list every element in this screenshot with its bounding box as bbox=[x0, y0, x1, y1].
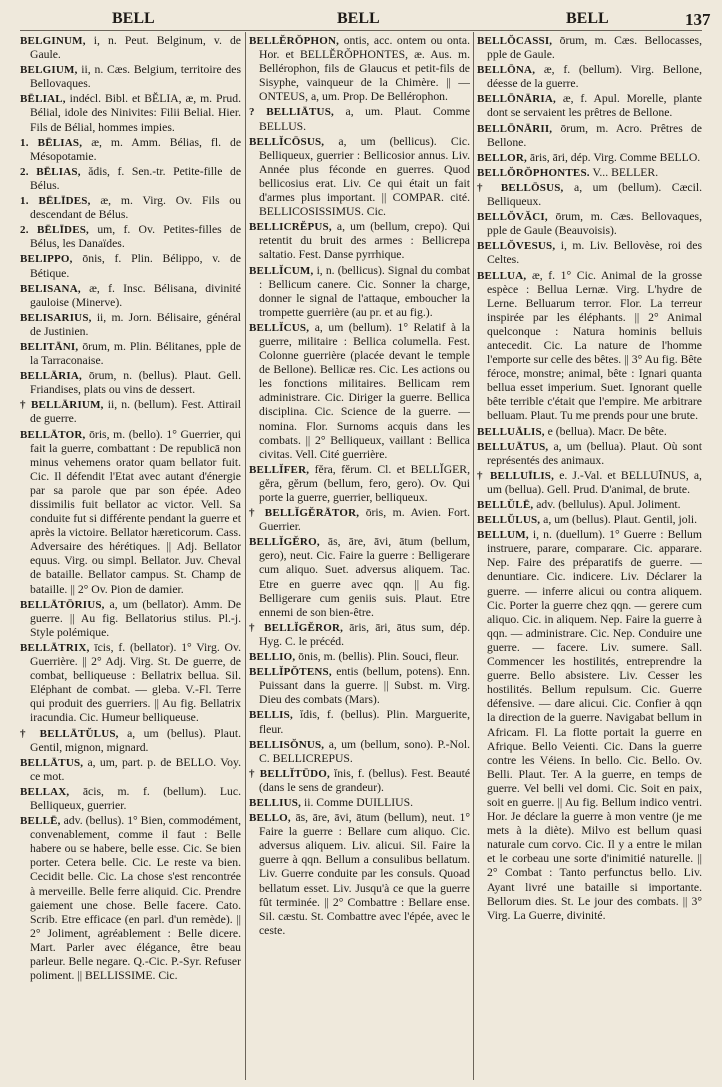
entry-definition: um, f. Ov. Petites-filles de Bélus, les Danaïdes. bbox=[30, 223, 241, 251]
column-divider-2 bbox=[473, 32, 474, 1080]
entry-definition: ās, āre, āvi, ātum (bellum), neut. 1° Faire la guerre : Bellare cum aliquo. Cic. adversus aliquem. Liv. alicui. Sil. Faire la guerre à qqn. Bellum a consulibus bellatum. Liv. Guerre conduite par les consuls. Quoad bellatum esset. Liv. Jusqu'à ce que la guerre fût terminée. || 2° Combattre : Bellare ense. Sil. cæstu. St. Combattre avec l'épée, avec le ceste. bbox=[259, 811, 470, 937]
dictionary-entry bbox=[20, 252, 241, 280]
dictionary-entry bbox=[20, 398, 241, 426]
entry-definition: e (bellua). Macr. De bête. bbox=[547, 424, 667, 438]
entry-definition: ōnis, f. Plin. Bélippo, v. de Bétique. bbox=[30, 252, 241, 280]
entry-definition: āris, āri, ātus sum, dép. Hyg. C. le précéd. bbox=[259, 620, 470, 648]
entry-headword: BELITĀNI, bbox=[20, 340, 79, 353]
entry-headword: 2. BĒLĪDES, bbox=[20, 224, 90, 237]
header-rule bbox=[20, 30, 702, 31]
entry-headword: ? BELLIĀTUS, bbox=[249, 106, 334, 119]
entry-definition: æ, f. 1° Cic. Animal de la grosse espèce : Bellua Lernæ. Virg. L'hydre de Lerne. Belluarum terror. Flor. La terreur inspirée par les éléphants. || 2° Animal quelconque : Natura hominis belluis antecedit. Cic. La nature de l'homme l'emporte sur celle des bêtes. || 3° Au fig. Bête féroce, monstre; animal, bête : Ignari quanta bellua esset imperium. Suet. Ignorant quelle bête terrible c'était que l'empire. Me arbitrare belluam. Plaut. Tu me prends pour une brute. bbox=[487, 268, 702, 423]
entry-headword: BELLŬLUS, bbox=[477, 514, 541, 527]
dictionary-entry bbox=[249, 708, 470, 736]
entry-headword: BELISANA, bbox=[20, 282, 81, 295]
entry-definition: e. J.-Val. et BELLUĪNUS, a, um (bellua). Gell. Prud. D'animal, de brute. bbox=[487, 468, 702, 496]
dictionary-entry bbox=[249, 321, 470, 462]
entry-definition: i, n. (duellum). 1° Guerre : Bellum instruere, parare, comparare. Cic. apparare. Nep. Faire des préparatifs de guerre. — denuntiare. Cic. indicere. Liv. Déclarer la guerre. — inferre alicui ou contra aliquem. Cic. Porter la guerre chez qqn. — gerere cum aliquo. Cic. in aliquem. Nep. Faire la guerre à qqn. — administrare. Cic. Nep. Conduire une guerre. — facere. Liv. sumere. Sall. Commencer les hostilités, entreprendre la guerre. Bello absistere. Liv. Cesser les hostilités. Bellum repulsum. Cic. Guerre défensive. — dare alicui. Cic. Confier à qqn la direction de la guerre. Navigabat bellum in Africam. Fl. La flotte portait la guerre en Afrique. Bello Veienti. Cic. Dans la guerre contre les Véiens. In bello. Cic. Bello. Ov. Belli. Plaut. Ter. A la guerre, en temps de guerre. Vel belli vel domi. Cic. Soit en paix, soit en guerre. || Au fig. Bellum indico ventri. Hor. Je déclare la guerre à mon ventre (je me mets à la diète). Milvo est bellum quasi naturale cum corvo. Cic. Il y a entre le milan et le corbeau une sorte d'inimitié naturelle. || 2° Combat : Tanto perfunctus bello. Liv. Ayant livré une bataille si importante. Bellorum dies. St. Le jour des combats. || 3° Virg. La Guerre, divinité. bbox=[487, 528, 702, 922]
entry-headword: BELLĬCUM, bbox=[249, 264, 314, 277]
dictionary-entry bbox=[477, 513, 702, 527]
dictionary-entry bbox=[477, 181, 702, 209]
column-divider-1 bbox=[245, 32, 246, 1080]
entry-headword: BELLŎCASSI, bbox=[477, 35, 553, 47]
dictionary-entry bbox=[477, 210, 702, 238]
entry-definition: a, um (bellum). Cæcil. Belliqueux. bbox=[487, 180, 702, 209]
dictionary-entry bbox=[20, 165, 241, 193]
entry-headword: BELLISŎNUS, bbox=[249, 738, 325, 751]
entry-definition: adv. (bellulus). Apul. Joliment. bbox=[536, 498, 681, 511]
entry-definition: a, um (bellum, sono). P.-Nol. C. BELLICREPUS. bbox=[259, 737, 470, 765]
entry-definition: a, um (bellum). 1° Relatif à la guerre, militaire : Bellica columella. Fest. Colonne guerrière (placée devant le temple de Bellone). Bellicæ res. Cic. Les actions ou les fonctions militaires. Bellicam rem administrare. Cic. Diriger la guerre. Bellica disciplina. Cic. Science de la guerre. — nomina. Flor. Surnoms acquis dans les combats. || 2° Belliqueux, vaillant : Bellica civitas. Vell. Cité guerrière. bbox=[259, 320, 470, 461]
entry-headword: † BELLĀRIUM, bbox=[20, 399, 104, 412]
dictionary-entry bbox=[20, 641, 241, 726]
entry-definition: ii. Comme DUILLIUS. bbox=[303, 795, 414, 809]
dictionary-entry bbox=[477, 122, 702, 150]
dictionary-entry bbox=[20, 63, 241, 91]
entry-definition: æ, f. (bellum). Virg. Bellone, déesse de la guerre. bbox=[487, 63, 702, 91]
entry-definition: ōris, m. Avien. Fort. Guerrier. bbox=[259, 506, 470, 534]
entry-headword: BELGIUM, bbox=[20, 64, 78, 77]
entry-definition: īcis, f. (bellator). 1° Virg. Ov. Guerrière. || 2° Adj. Virg. St. De guerre, de combat, belliqueuse : Bellatrix bellua. Sil. Eléphant de combat. — gleba. V.-Fl. Terre qui produit des guerriers. || Au fig. Bellatrix iracundia. Cic. Humeur belliqueuse. bbox=[30, 640, 241, 725]
entry-definition: ōrum, m. Plin. Bélitanes, pple de la Tarraconaise. bbox=[30, 339, 241, 368]
entry-headword: BELLĀTUS, bbox=[20, 756, 84, 769]
entry-headword: BELLĀTOR, bbox=[20, 428, 86, 441]
entry-headword: BELLŌNĀRIA, bbox=[477, 93, 556, 106]
dictionary-entry bbox=[249, 738, 470, 766]
dictionary-entry bbox=[20, 136, 241, 164]
entry-headword: BELLĒ, bbox=[20, 815, 61, 828]
entry-definition: a, um (bellicus). Cic. Belliqueux, guerrier : Bellicosior annus. Liv. Année plus féconde en guerres. Quod bellicosius erat. Liv. Ce qui était un fait d'armes plus important. || COMPAR. cité. BELLICOSISSIMUS. Cic. bbox=[259, 134, 470, 219]
dictionary-entry bbox=[477, 239, 702, 267]
entry-headword: BELLŌNĀRII, bbox=[477, 122, 553, 135]
dictionary-entry bbox=[249, 621, 470, 649]
dictionary-entry bbox=[20, 598, 241, 640]
dictionary-entry bbox=[477, 528, 702, 923]
dictionary-entry bbox=[477, 92, 702, 120]
dictionary-entry bbox=[20, 34, 241, 62]
dictionary-entry bbox=[477, 34, 702, 62]
entry-headword: BELLŌNA, bbox=[477, 64, 536, 77]
dictionary-entry bbox=[20, 92, 241, 134]
entry-headword: BELLĀTŌRIUS, bbox=[20, 598, 105, 611]
entry-headword: BELLO, bbox=[249, 812, 291, 825]
dictionary-entry bbox=[249, 34, 470, 104]
entry-definition: ădis, f. Sen.-tr. Petite-fille de Bélus. bbox=[30, 164, 241, 192]
entry-definition: æ, f. Apul. Morelle, plante dont se servaient les prêtres de Bellone. bbox=[487, 92, 702, 120]
header-left-word: BELL bbox=[112, 10, 155, 27]
entry-headword: BELLŎVESUS, bbox=[477, 240, 556, 253]
dictionary-entry bbox=[20, 756, 241, 784]
entry-definition: æ, m. Amm. Bélias, fl. de Mésopotamie. bbox=[30, 135, 241, 163]
entry-definition: ōrum, m. Acro. Prêtres de Bellone. bbox=[487, 121, 702, 149]
dictionary-entry bbox=[249, 105, 470, 133]
entry-definition: æ, m. Virg. Ov. Fils ou descendant de Bélus. bbox=[30, 194, 241, 222]
dictionary-entry bbox=[20, 727, 241, 755]
entry-definition: ās, āre, āvi, ātum (bellum, gero), neut. Cic. Faire la guerre : Belligerare cum aliquo. Suet. adversus aliquem. Tac. Etre en guerre avec qqn. || Au fig. Belligerare cum geniis suis. Plaut. Etre ennemi de son bien-être. bbox=[259, 535, 470, 619]
dictionary-entry bbox=[249, 463, 470, 505]
column-middle bbox=[249, 34, 470, 1079]
entry-headword: BELLĀRIA, bbox=[20, 370, 83, 383]
running-header bbox=[0, 6, 722, 30]
entry-headword: BELLOR, bbox=[477, 151, 527, 164]
dictionary-entry bbox=[249, 506, 470, 534]
dictionary-entry bbox=[20, 223, 241, 251]
entry-definition: āris, āri, dép. Virg. Comme BELLO. bbox=[529, 150, 701, 164]
entry-headword: † BELLĬTŪDO, bbox=[249, 767, 330, 780]
dictionary-entry bbox=[20, 311, 241, 339]
dictionary-entry bbox=[249, 535, 470, 620]
entry-headword: BELIPPO, bbox=[20, 253, 73, 266]
column-left bbox=[20, 34, 241, 1079]
entry-headword: BELLAX, bbox=[20, 785, 70, 798]
dictionary-entry bbox=[249, 650, 470, 664]
dictionary-entry bbox=[249, 135, 470, 220]
dictionary-entry bbox=[477, 269, 702, 424]
entry-definition: a, um. Plaut. Comme BELLUS. bbox=[259, 105, 470, 133]
entry-definition: a, um (bellum, crepo). Qui retentit du bruit des armes : Bellicrepa saltatio. Fest. Danse pyrrhique. bbox=[259, 220, 470, 262]
entry-definition: a, um, part. p. de BELLO. Voy. ce mot. bbox=[30, 755, 241, 783]
entry-headword: BĒLIAL, bbox=[20, 93, 66, 106]
entry-headword: † BELLUĪLIS, bbox=[477, 469, 555, 482]
dictionary-entry bbox=[477, 469, 702, 497]
entry-definition: a, um (bellua). Plaut. Où sont représentés des animaux. bbox=[487, 439, 702, 467]
dictionary-entry bbox=[477, 498, 702, 512]
entry-definition: æ, f. Insc. Bélisana, divinité gauloise (Minerve). bbox=[30, 281, 241, 309]
entry-definition: a, um (bellator). Amm. De guerre. || Au fig. Bellatorius stilus. Pl.-j. Style polémique. bbox=[30, 597, 241, 639]
entry-headword: BELLUĀTUS, bbox=[477, 440, 549, 453]
dictionary-entry bbox=[20, 428, 241, 597]
entry-definition: fĕra, fĕrum. Cl. et BELLĬGER, gĕra, gĕrum (bellum, fero, gero). Ov. Qui porte la guerre, guerrier, belliqueux. bbox=[259, 462, 470, 504]
entry-headword: BELLĬFER, bbox=[249, 463, 310, 476]
entry-headword: 2. BĒLIAS, bbox=[20, 165, 81, 178]
entry-definition: entis (bellum, potens). Enn. Puissant dans la guerre. || Subst. m. Virg. Dieu des combats (Mars). bbox=[259, 665, 470, 707]
entry-definition: i, n. Peut. Belginum, v. de Gaule. bbox=[30, 34, 241, 62]
entry-headword: BELISARIUS, bbox=[20, 311, 92, 324]
dictionary-entry bbox=[477, 63, 702, 91]
entry-headword: BELLIO, bbox=[249, 651, 296, 664]
entry-headword: BELLĬCUS, bbox=[249, 321, 310, 334]
entry-definition: ācis, m. f. (bellum). Luc. Belliqueux, guerrier. bbox=[30, 784, 241, 812]
dictionary-entry bbox=[20, 785, 241, 813]
entry-definition: indécl. Bibl. et BĔLIA, æ, m. Prud. Bélial, idole des Ninivites: Filii Belial. Hier. Fils de Bélial, hommes impies. bbox=[30, 92, 241, 134]
dictionary-entry bbox=[20, 340, 241, 368]
entry-definition: a, um (bellus). Plaut. Gentil, mignon, mignard. bbox=[30, 726, 241, 754]
entry-headword: BELLĬCŌSUS, bbox=[249, 135, 325, 148]
entry-definition: ōrum, m. Cæs. Bellocasses, pple de Gaule. bbox=[487, 34, 702, 62]
entry-headword: BELLŬLĒ, bbox=[477, 499, 534, 511]
dictionary-entry bbox=[249, 811, 470, 938]
entry-definition: ii, m. Jorn. Bélisaire, général de Justinien. bbox=[30, 310, 241, 338]
entry-definition: ōris, m. (bello). 1° Guerrier, qui fait la guerre, combattant : De republicā non minus vehemens orator quam bellator fuit. Cic. Il défendit l'Etat avec autant d'énergie par sa parole que par son épée. Adeo dissimilis fuit bellator ac victor. Vell. Sa conduite fut si différente pendant la guerre et après la victoire. Bellator hæreticorum. Cass. Adversaire des hérétiques. || Adj. Bellator equus. Virg. ou simpl. Bellator. Juv. Cheval de bataille. Bellator campus. St. Champ de bataille. || 2° Ov. Pion de damier. bbox=[30, 427, 241, 596]
dictionary-entry bbox=[20, 369, 241, 397]
entry-definition: ii, n. (bellum). Fest. Attirail de guerre. bbox=[30, 398, 241, 426]
entry-headword: † BELLŌSUS, bbox=[477, 181, 564, 194]
dictionary-entry bbox=[20, 814, 241, 983]
page-number: 137 bbox=[685, 10, 711, 29]
entry-headword: BELLĬGĔRO, bbox=[249, 536, 320, 549]
dictionary-entry bbox=[477, 151, 702, 165]
entry-headword: BELLUM, bbox=[477, 529, 529, 542]
entry-definition: V... BELLER. bbox=[592, 165, 659, 179]
entry-definition: i, n. (bellicus). Signal du combat : Bellicum canere. Cic. Sonner la charge, donner le signal de l'attaque, emboucher la trompette guerrière (au pr. et au fig.). bbox=[259, 263, 470, 319]
dictionary-entry bbox=[477, 166, 702, 180]
entry-headword: BELLŎRŎPHONTES. bbox=[477, 166, 590, 179]
entry-headword: BELLŎVĂCI, bbox=[477, 211, 548, 224]
entry-definition: i, m. Liv. Bellovèse, roi des Celtes. bbox=[487, 239, 702, 267]
dictionary-entry bbox=[20, 194, 241, 222]
entry-headword: BELLĔRŎPHON, bbox=[249, 35, 340, 47]
entry-definition: ōrum, m. Cæs. Bellovaques, pple de Gaule (Beauvoisis). bbox=[487, 210, 702, 238]
dictionary-entry bbox=[477, 425, 702, 439]
header-right-word: BELL bbox=[566, 10, 609, 27]
entry-headword: BELLUĀLIS, bbox=[477, 425, 545, 438]
entry-definition: adv. (bellus). 1° Bien, commodément, convenablement, comme il faut : Belle habere ou se habere, belle esse. Cic. Se bien porter. Cetera belle. Cic. Le reste va bien. Cecidit belle. Cic. La chose s'est rencontrée à merveille. Belle ferre aliquid. Cic. Prendre gaiement une chose. Belle facere. Cato. Scrib. Etre efficace (en parl. d'un remède). || 2° Joliment, agréablement : Belle dicere. Mart. Parler avec élégance, être beau parleur. Belle negare. Q.-Cic. P.-Syr. Refuser poliment. || BELLISSIME. Cic. bbox=[30, 814, 241, 983]
dictionary-entry bbox=[477, 440, 702, 468]
entry-headword: BELLIUS, bbox=[249, 796, 302, 809]
entry-definition: ĭnis, f. (bellus). Fest. Beauté (dans le sens de grandeur). bbox=[259, 766, 470, 794]
entry-definition: ĭdis, f. (bellus). Plin. Marguerite, fleur. bbox=[259, 708, 470, 736]
column-right bbox=[477, 34, 702, 1079]
entry-headword: BELGINUM, bbox=[20, 35, 86, 47]
header-center-word: BELL bbox=[337, 10, 380, 27]
dictionary-entry bbox=[249, 220, 470, 262]
dictionary-entry bbox=[249, 796, 470, 810]
dictionary-entry bbox=[249, 264, 470, 320]
dictionary-entry bbox=[249, 767, 470, 795]
entry-headword: † BELLĬGĔROR, bbox=[249, 621, 344, 634]
entry-definition: ontis, acc. ontem ou onta. Hor. et BELLĔRŎPHONTES, æ. Aus. m. Bellérophon, fils de Glaucus et petit-fils de Sisyphe, vainqueur de la Chimère. || — ONTEUS, a, um. Prop. De Bellérophon. bbox=[259, 34, 470, 104]
entry-definition: a, um (bellus). Plaut. Gentil, joli. bbox=[543, 513, 698, 527]
entry-headword: BELLĬPŎTENS, bbox=[249, 666, 332, 679]
entry-headword: BELLĀTRIX, bbox=[20, 641, 90, 654]
dictionary-entry bbox=[20, 282, 241, 310]
entry-headword: † BELLĬGĔRĀTOR, bbox=[249, 507, 360, 520]
entry-headword: BELLICRĔPUS, bbox=[249, 221, 332, 234]
entry-headword: 1. BĒLĪDES, bbox=[20, 195, 91, 208]
entry-definition: ōrum, n. (bellus). Plaut. Gell. Friandises, plats ou vins de dessert. bbox=[30, 369, 241, 397]
entry-definition: ii, n. Cæs. Belgium, territoire des Bellovaques. bbox=[30, 63, 241, 91]
entry-definition: ōnis, m. (bellis). Plin. Souci, fleur. bbox=[298, 650, 459, 664]
dictionary-entry bbox=[249, 665, 470, 707]
entry-headword: † BELLĀTŬLUS, bbox=[20, 727, 119, 740]
entry-headword: BELLIS, bbox=[249, 709, 293, 722]
entry-headword: BELLUA, bbox=[477, 269, 527, 282]
entry-headword: 1. BĒLIAS, bbox=[20, 136, 83, 149]
